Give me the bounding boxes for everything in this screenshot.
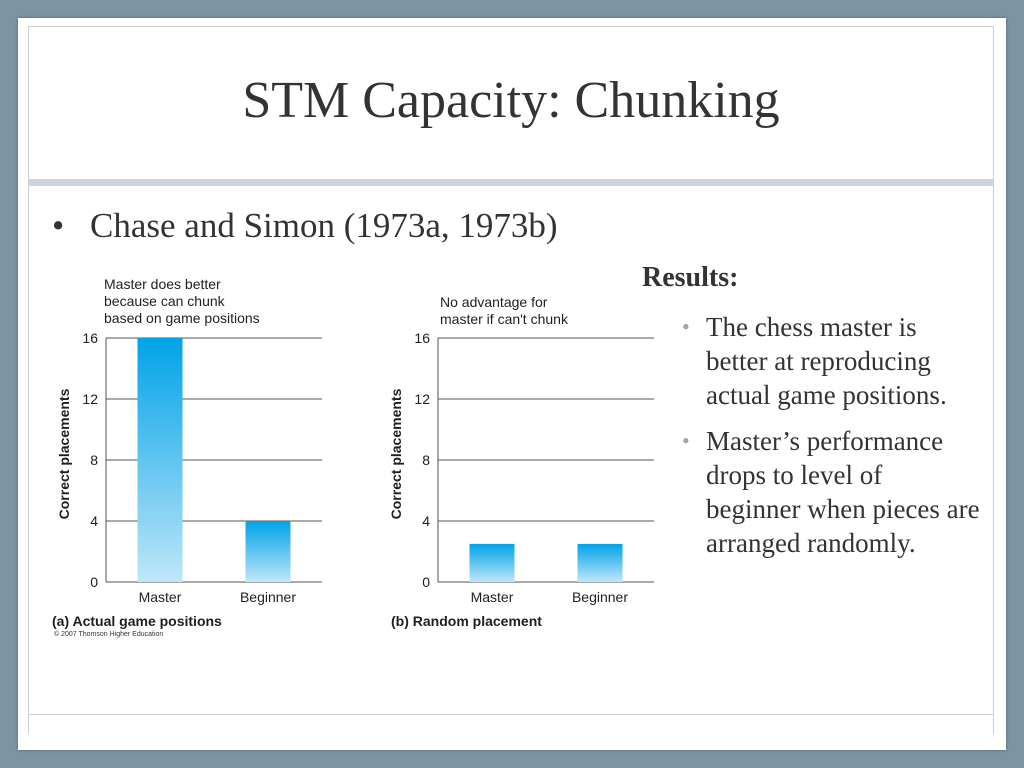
- slide-title: STM Capacity: Chunking: [242, 72, 780, 129]
- title-frame: [28, 26, 994, 184]
- x-tick-label: Beginner: [571, 589, 629, 605]
- results-item: [682, 424, 982, 560]
- chart-a-ylabel: Correct placements: [56, 388, 72, 520]
- x-tick-label: Master: [470, 589, 514, 605]
- main-bullet: [52, 206, 558, 246]
- main-bullet-text: Chase and Simon (1973a, 1973b): [90, 206, 558, 245]
- results-heading: Results:: [642, 262, 739, 293]
- x-tick-label: Beginner: [239, 589, 297, 605]
- bottom-divider: [28, 714, 994, 715]
- bar-beginner: [246, 521, 291, 582]
- y-tick-label: 0: [422, 574, 430, 590]
- y-tick-label: 4: [90, 513, 98, 529]
- chart-a: [70, 330, 340, 610]
- y-tick-label: 16: [414, 330, 430, 346]
- y-tick-label: 16: [82, 330, 98, 346]
- chart-b-caption: (b) Random placement: [391, 613, 542, 629]
- chart-b-ylabel: Correct placements: [388, 388, 404, 520]
- bar-master: [470, 544, 515, 582]
- results-item-text: The chess master is better at reproducing actual game positions.: [706, 312, 947, 410]
- chart-b-svg: [402, 330, 672, 610]
- y-tick-label: 0: [90, 574, 98, 590]
- y-tick-label: 8: [422, 452, 430, 468]
- results-item-text: Master’s performance drops to level of beginner when pieces are arranged randomly.: [706, 426, 980, 558]
- chart-b-annotation: No advantage for master if can't chunk: [440, 294, 568, 327]
- results-item: [682, 310, 982, 412]
- copyright-notice: © 2007 Thomson Higher Education: [54, 631, 164, 638]
- title-divider: [28, 179, 994, 186]
- x-tick-label: Master: [138, 589, 182, 605]
- chart-a-svg: [70, 330, 340, 610]
- results-bullet: •: [682, 428, 690, 453]
- y-tick-label: 12: [414, 391, 430, 407]
- y-tick-label: 8: [90, 452, 98, 468]
- bullet-marker: •: [52, 206, 65, 245]
- chart-b: [402, 330, 672, 610]
- chart-a-caption: (a) Actual game positions: [52, 613, 222, 629]
- bar-master: [138, 338, 183, 582]
- bar-beginner: [578, 544, 623, 582]
- results-bullet: •: [682, 314, 690, 339]
- results-list: [682, 310, 982, 572]
- y-tick-label: 4: [422, 513, 430, 529]
- chart-a-annotation: Master does better because can chunk based on game positions: [104, 276, 260, 326]
- y-tick-label: 12: [82, 391, 98, 407]
